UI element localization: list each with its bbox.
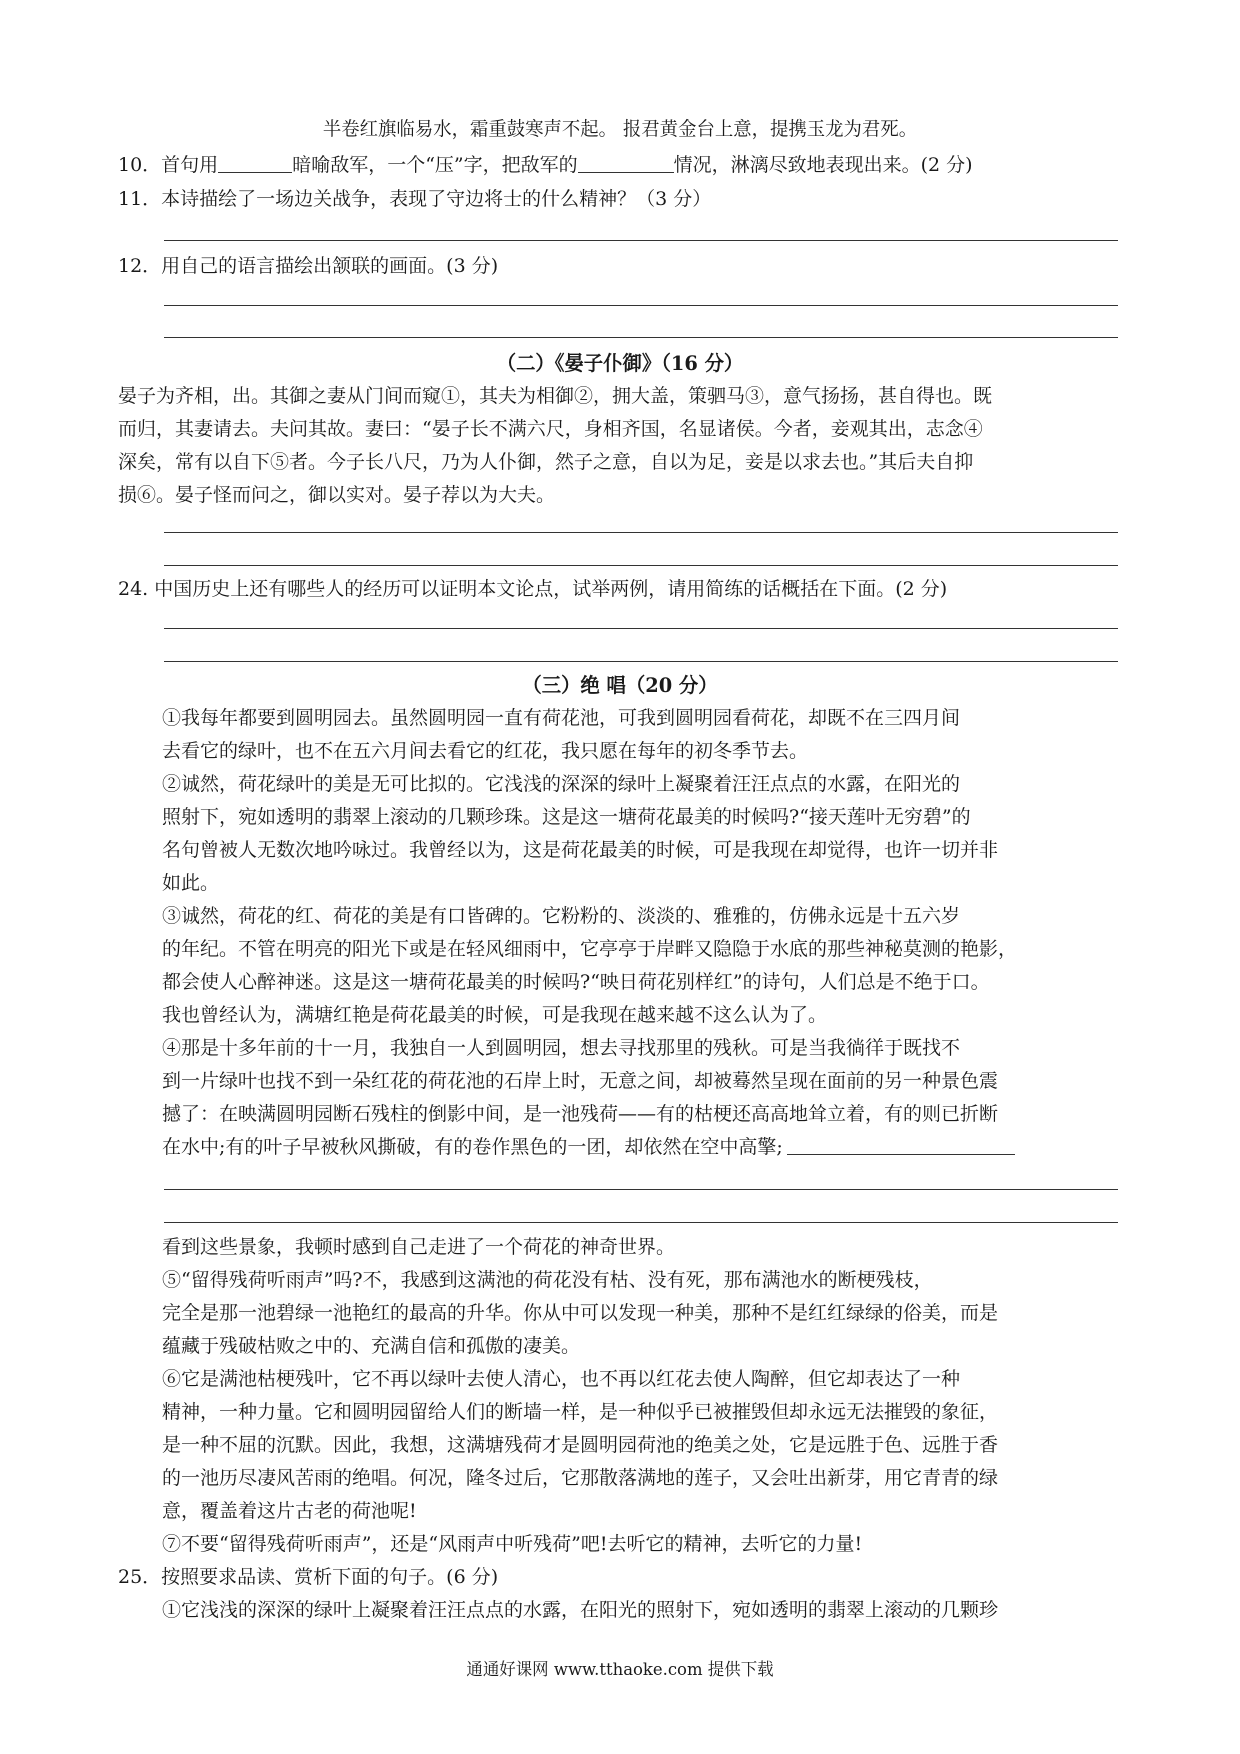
section-3-line: ④那是十多年前的十一月，我独自一人到圆明园，想去寻找那里的残秋。可是当我徜徉于既找不 [162,1037,961,1059]
section-3-line: 去看它的绿叶，也不在五六月间去看它的红花，我只愿在每年的初冬季节去。 [162,740,809,762]
q10-part-b: 暗喻敌军，一个“压”字，把敌军的 [292,154,578,176]
section-2-line: 损⑥。晏子怪而问之，御以实对。晏子荐以为大夫。 [118,484,556,506]
q10-part-c: 情况，淋漓尽致地表现出来。(2 分) [673,154,973,176]
section-3-line: 如此。 [162,872,220,894]
section-3-line: ②诚然，荷花绿叶的美是无可比拟的。它浅浅的深深的绿叶上凝聚着汪汪点点的水露，在阳光的 [162,773,961,795]
section-3-line: 看到这些景象，我顿时感到自己走进了一个荷花的神奇世界。 [162,1236,676,1258]
answer-line[interactable] [164,337,1118,338]
section-3-line: 名句曾被人无数次地吟咏过。我曾经以为，这是荷花最美的时候，可是我现在却觉得，也许一切并非 [162,839,999,861]
section-3-line: ⑤“留得残荷听雨声”吗?不，我感到这满池的荷花没有枯、没有死，那布满池水的断梗残枝， [162,1269,933,1291]
section-3-line: ⑦不要“留得残荷听雨声”，还是“风雨声中听残荷”吧!去听它的精神，去听它的力量! [162,1533,863,1555]
answer-blank[interactable] [787,1153,1015,1155]
answer-line[interactable] [164,1189,1118,1190]
question-25-item-1: ①它浅浅的深深的绿叶上凝聚着汪汪点点的水露，在阳光的照射下，宛如透明的翡翠上滚动的几颗珍 [162,1599,999,1621]
section-2-line: 而归，其妻请去。夫问其故。妻曰：“晏子长不满六尺，身相齐国，名显诸侯。今者，妾观其出，志念④ [118,418,983,440]
section-3-line: ①我每年都要到圆明园去。虽然圆明园一直有荷花池，可我到圆明园看荷花，却既不在三四月间 [162,707,961,729]
page-footer: 通通好课网 www.tthaoke.com 提供下载 [466,1660,774,1680]
answer-line[interactable] [164,628,1118,629]
section-3-line: 照射下，宛如透明的翡翠上滚动的几颗珍珠。这是这一塘荷花最美的时候吗?“接天莲叶无穷碧”的 [162,806,971,828]
answer-line[interactable] [164,532,1118,533]
section-3-line-text: 在水中;有的叶子早被秋风撕破，有的卷作黑色的一团，却依然在空中高擎; [162,1136,783,1158]
section-2-line: 深矣，常有以自下⑤者。今子长八尺，乃为人仆御，然子之意，自以为足，妾是以求去也。”其后夫自抑 [118,451,974,473]
section-3-line: 撼了：在映满圆明园断石残柱的倒影中间，是一池残荷——有的枯梗还高高地耸立着，有的则已折断 [162,1103,999,1125]
answer-line[interactable] [164,1222,1118,1223]
q10-part-a: 10．首句用 [118,154,219,176]
section-3-line: 是一种不屈的沉默。因此，我想，这满塘残荷才是圆明园荷池的绝美之处，它是远胜于色、远胜于香 [162,1434,999,1456]
question-12: 12．用自己的语言描绘出颔联的画面。(3 分) [118,255,499,277]
answer-line[interactable] [164,305,1118,306]
section-3-line: 蕴藏于残破枯败之中的、充满自信和孤傲的凄美。 [162,1335,581,1357]
answer-blank[interactable] [578,171,674,173]
question-24: 24. 中国历史上还有哪些人的经历可以证明本文论点，试举两例，请用简练的话概括在下面。(2 分) [118,578,948,600]
question-25: 25．按照要求品读、赏析下面的句子。(6 分) [118,1566,499,1588]
answer-blank[interactable] [218,171,292,173]
section-3-line: 的年纪。不管在明亮的阳光下或是在轻风细雨中，它亭亭于岸畔又隐隐于水底的那些神秘莫测的艳影， [162,938,1018,960]
section-2-line: 晏子为齐相，出。其御之妻从门间而窥①，其夫为相御②，拥大盖，策驷马③，意气扬扬，甚自得也。既 [118,385,993,407]
section-3-line [162,1136,1015,1159]
question-10 [118,154,973,177]
poem-line: 半卷红旗临易水，霜重鼓寒声不起。 报君黄金台上意，提携玉龙为君死。 [322,118,918,140]
section-3-line: 意，覆盖着这片古老的荷池呢! [162,1500,417,1522]
section-3-line: 精神，一种力量。它和圆明园留给人们的断墙一样，是一种似乎已被摧毁但却永远无法摧毁的象征， [162,1401,999,1423]
section-3-line: 都会使人心醉神迷。这是这一塘荷花最美的时候吗?“映日荷花别样红”的诗句，人们总是不绝于口。 [162,971,990,993]
section-3-line: 我也曾经认为，满塘红艳是荷花最美的时候，可是我现在越来越不这么认为了。 [162,1004,828,1026]
section-2-title: （二）《晏子仆御》（16 分） [496,351,744,375]
answer-line[interactable] [164,661,1118,662]
section-3-line: ③诚然，荷花的红、荷花的美是有口皆碑的。它粉粉的、淡淡的、雅雅的，仿佛永远是十五六岁 [162,905,961,927]
answer-line[interactable] [164,565,1118,566]
section-3-line: 到一片绿叶也找不到一朵红花的荷花池的石岸上时，无意之间，却被蓦然呈现在面前的另一种景色震 [162,1070,999,1092]
section-3-line: 完全是那一池碧绿一池艳红的最高的升华。你从中可以发现一种美，那种不是红红绿绿的俗美，而是 [162,1302,999,1324]
section-3-line: 的一池历尽凄风苦雨的绝唱。何况，隆冬过后，它那散落满地的莲子，又会吐出新芽，用它青青的绿 [162,1467,999,1489]
answer-line[interactable] [164,240,1118,241]
section-3-line: ⑥它是满池枯梗残叶，它不再以绿叶去使人清心，也不再以红花去使人陶醉，但它却表达了一种 [162,1368,961,1390]
question-11: 11．本诗描绘了一场边关战争，表现了守边将士的什么精神？（3 分） [118,188,712,210]
section-3-title: （三）绝 唱（20 分） [522,673,718,697]
